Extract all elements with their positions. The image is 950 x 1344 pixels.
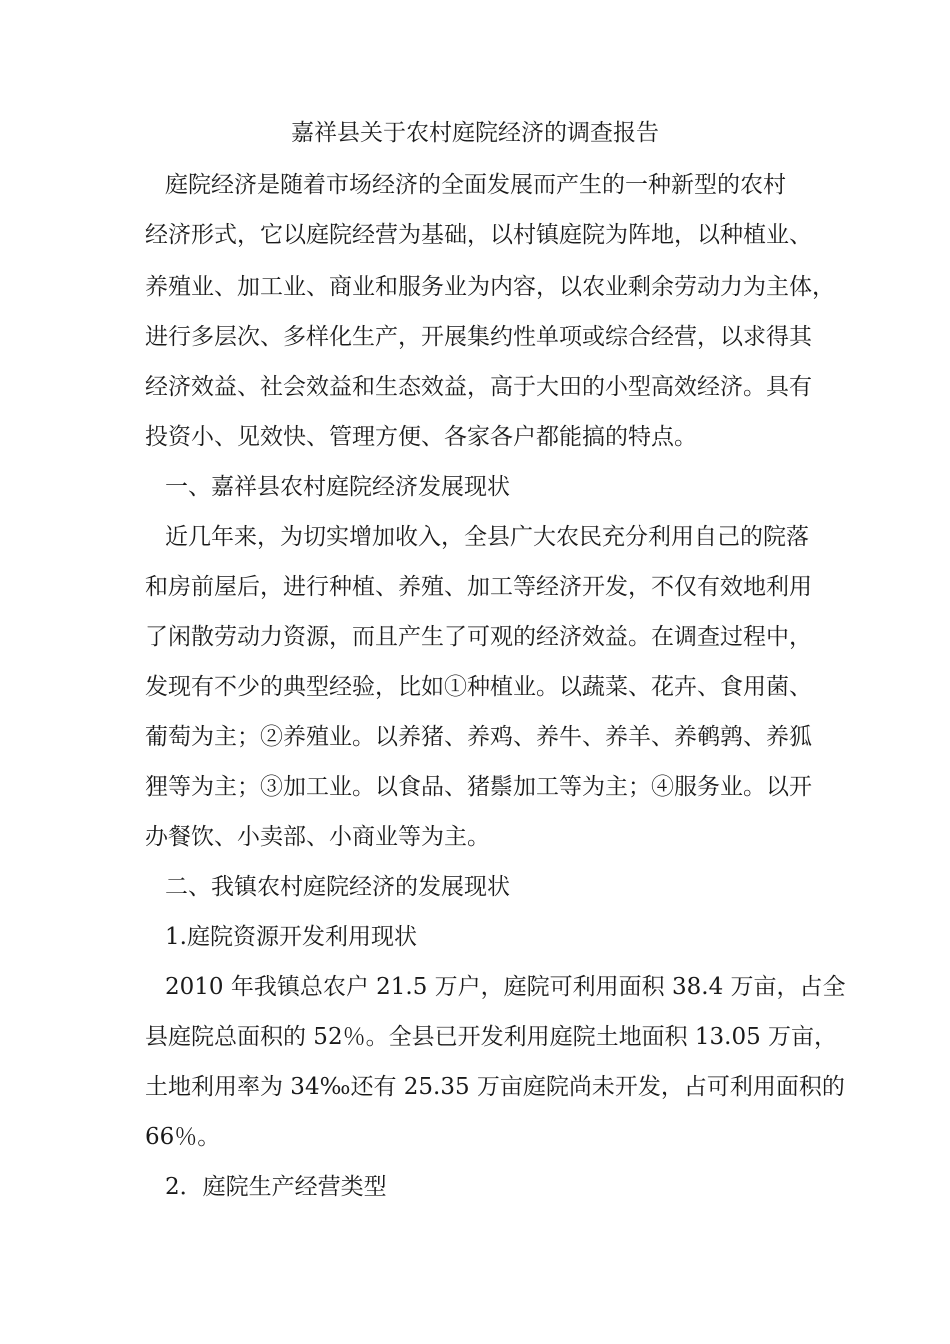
document-title: 嘉祥县关于农村庭院经济的调查报告 [291, 120, 659, 146]
section1-line-7: 办餐饮、小卖部、小商业等为主。 [145, 824, 490, 850]
section1-line-3: 了闲散劳动力资源，而且产生了可观的经济效益。在调查过程中， [145, 624, 812, 650]
intro-line-1: 庭院经济是随着市场经济的全面发展而产生的一种新型的农村 [165, 172, 786, 198]
section1-line-4: 发现有不少的典型经验，比如①种植业。以蔬菜、花卉、食用菌、 [145, 674, 812, 700]
section1-line-1: 近几年来，为切实增加收入，全县广大农民充分利用自己的院落 [165, 524, 809, 550]
subsection2-heading: 2．庭院生产经营类型 [165, 1174, 387, 1200]
intro-line-4: 进行多层次、多样化生产，开展集约性单项或综合经营，以求得其 [145, 324, 812, 350]
section1-line-6: 狸等为主；③加工业。以食品、猪鬃加工等为主；④服务业。以开 [145, 774, 812, 800]
intro-line-6: 投资小、见效快、管理方便、各家各户都能搞的特点。 [145, 424, 697, 450]
section1-line-2: 和房前屋后，进行种植、养殖、加工等经济开发，不仅有效地利用 [145, 574, 812, 600]
subsection1-line-2: 县庭院总面积的 52％。全县已开发利用庭院土地面积 13.05 万亩， [145, 1024, 838, 1050]
intro-line-3: 养殖业、加工业、商业和服务业为内容，以农业剩余劳动力为主体， [145, 274, 835, 300]
section1-line-5: 葡萄为主；②养殖业。以养猪、养鸡、养牛、养羊、养鹌鹑、养狐 [145, 724, 812, 750]
intro-line-2: 经济形式，它以庭院经营为基础，以村镇庭院为阵地，以种植业、 [145, 222, 812, 248]
subsection1-line-4: 66％。 [145, 1124, 221, 1150]
subsection1-line-3: 土地利用率为 34‰还有 25.35 万亩庭院尚未开发，占可利用面积的 [145, 1074, 845, 1100]
section1-heading: 一、嘉祥县农村庭院经济发展现状 [165, 474, 510, 500]
intro-line-5: 经济效益、社会效益和生态效益，高于大田的小型高效经济。具有 [145, 374, 812, 400]
section2-heading: 二、我镇农村庭院经济的发展现状 [165, 874, 510, 900]
subsection1-line-1: 2010 年我镇总农户 21.5 万户，庭院可利用面积 38.4 万亩，占全 [165, 974, 846, 1000]
subsection1-heading: 1.庭院资源开发利用现状 [165, 924, 417, 950]
